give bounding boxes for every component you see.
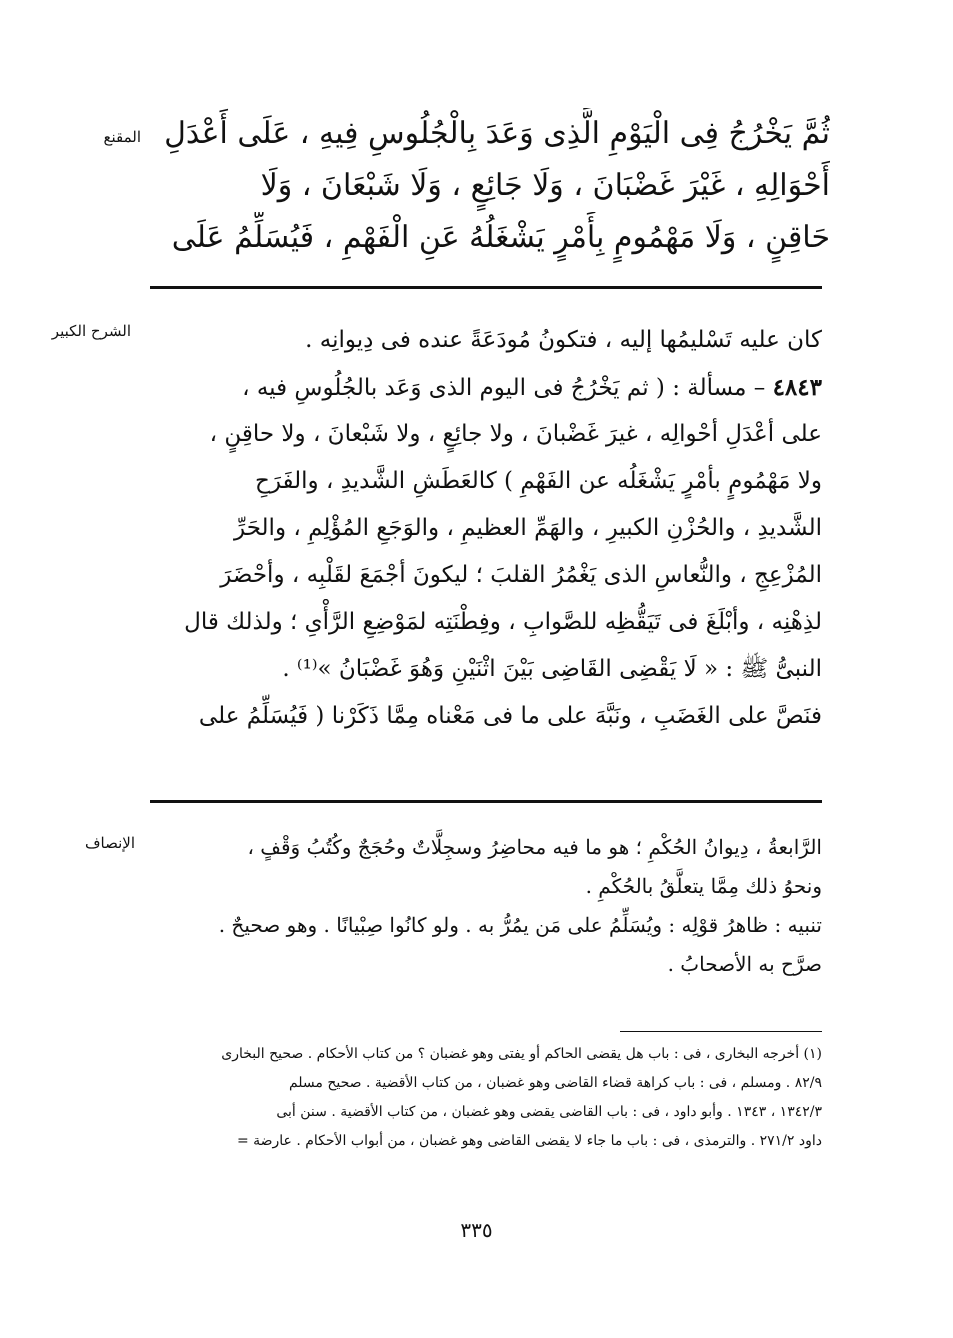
page-number: ٣٣٥ xyxy=(460,1218,493,1242)
sharh-text xyxy=(150,317,822,740)
muqni-text xyxy=(150,108,830,264)
sharh-line: النبىُّ ﷺ : « لَا يَقْضِى القَاضِى بَيْنَ اثْنَيْنِ وَهُوَ غَضْبَانُ »⁽¹⁾ . xyxy=(282,656,822,682)
sharh-first-line: كان عليه تَسْليمُها إليه ، فتكونُ مُودَعَةً عنده فى دِيوانِه . xyxy=(305,327,822,353)
footnote-line: (١) أخرجه البخارى ، فى : باب هل يقضى الحاكم أو يفتى وهو غضبان ؟ من كتاب الأحكام . صحيح البخارى xyxy=(221,1046,822,1062)
insaf-line: ونحوُ ذلك مِمَّا يتعلَّقُ بالحُكْمِ . xyxy=(585,874,822,898)
issue-number: ٤٨٤٣ xyxy=(772,374,822,401)
sharh-line: لذِهْنِه ، وأبْلَغَ فى تَيَقُّظِه للصَّوابِ ، وفِطْنَتِه لمَوْضِعِ الرَّأْىِ ؛ ولذلك قال xyxy=(184,609,822,635)
footnote-separator xyxy=(620,1031,822,1032)
footnote-line: ١٣٤٢/٣ ، ١٣٤٣ . وأبو داود ، فى : باب القاضى يقضى وهو غضبان ، من كتاب الأقضية . سنن أبى xyxy=(276,1104,822,1120)
issue-heading-line xyxy=(150,364,822,411)
label-insaf: الإنصاف xyxy=(84,834,135,852)
insaf-text xyxy=(150,828,822,984)
divider-muqni xyxy=(150,286,822,289)
sharh-line: المُزْعِجِ ، والنُّعاسِ الذى يَغْمُرُ القلبَ ؛ ليكونَ أجْمَعَ لقَلْبِه ، وأحْضَرَ xyxy=(220,562,822,588)
sharh-line: ولا مَهْمُومٍ بأمْرٍ يَشْغَلُه عن الفَهْمِ ) كالعَطَشِ الشَّديدِ ، والفَرَحِ xyxy=(254,468,822,494)
muqni-line: ثُمَّ يَخْرُجُ فِى الْيَوْمِ الَّذِى وَعَدَ بِالْجُلُوسِ فِيهِ ، عَلَى أَعْدَلِ xyxy=(164,116,830,151)
sharh-line: على أعْدَلِ أحْوالِه ، غيرَ غَضْبانَ ، ولا جائِعٍ ، ولا شَبْعانَ ، ولا حاقِنٍ ، xyxy=(209,421,822,447)
sharh-line: الشَّديدِ ، والحُزْنِ الكبيرِ ، والهَمِّ العظيمِ ، والوَجَعِ المُؤْلِمِ ، والحَرِّ xyxy=(234,515,822,541)
sharh-line: فنَصَّ على الغَضَبِ ، ونَبَّهَ على ما فى مَعْناه مِمَّا ذَكَرْنا ( فَيُسَلِّمُ على xyxy=(198,703,822,729)
footnote-line: داود ٢٧١/٢ . والترمذى ، فى : باب ما جاء لا يقضى القاضى وهو غضبان ، من أبواب الأحكام . عارضة = xyxy=(236,1133,822,1149)
footnote-line: ٨٢/٩ . ومسلم ، فى : باب كراهة قضاء القاضى وهو غضبان ، من كتاب الأقضية . صحيح مسلم xyxy=(288,1075,822,1091)
divider-sharh xyxy=(150,800,822,803)
footnote xyxy=(150,1040,822,1156)
issue-text: – مسألة : ( ثم يَخْرُجُ فى اليوم الذى وَعَد بالجُلُوسِ فيه ، xyxy=(242,375,773,401)
muqni-line: أَحْوَالِهِ ، غَيْرَ غَضْبَانَ ، وَلَا جَائِعٍ ، وَلَا شَبْعَانَ ، وَلَا xyxy=(260,168,830,203)
insaf-line: الرَّابعةُ ، دِيوانُ الحُكْمِ ؛ هو ما فيه محاضِرُ وسجِلَّاتٌ وحُجَجٌ وكُتُبُ وَقْفٍ ، xyxy=(247,835,822,859)
label-muqni: المقنع xyxy=(103,128,141,146)
label-sharh-alkabir: الشرح الكبير xyxy=(51,322,131,340)
insaf-line: تنبيه : ظاهرُ قوْلِه : ويُسَلِّمُ على مَن يمُرُّ به . ولو كانُوا صِبْيانًا . وهو صحيحٌ . xyxy=(218,913,822,937)
insaf-line: صرَّح به الأصحابُ . xyxy=(667,952,822,976)
muqni-line: حَاقِنٍ ، وَلَا مَهْمُومٍ بِأَمْرٍ يَشْغَلُهُ عَنِ الْفَهْمِ ، فَيُسَلِّمُ عَلَى xyxy=(171,220,830,255)
